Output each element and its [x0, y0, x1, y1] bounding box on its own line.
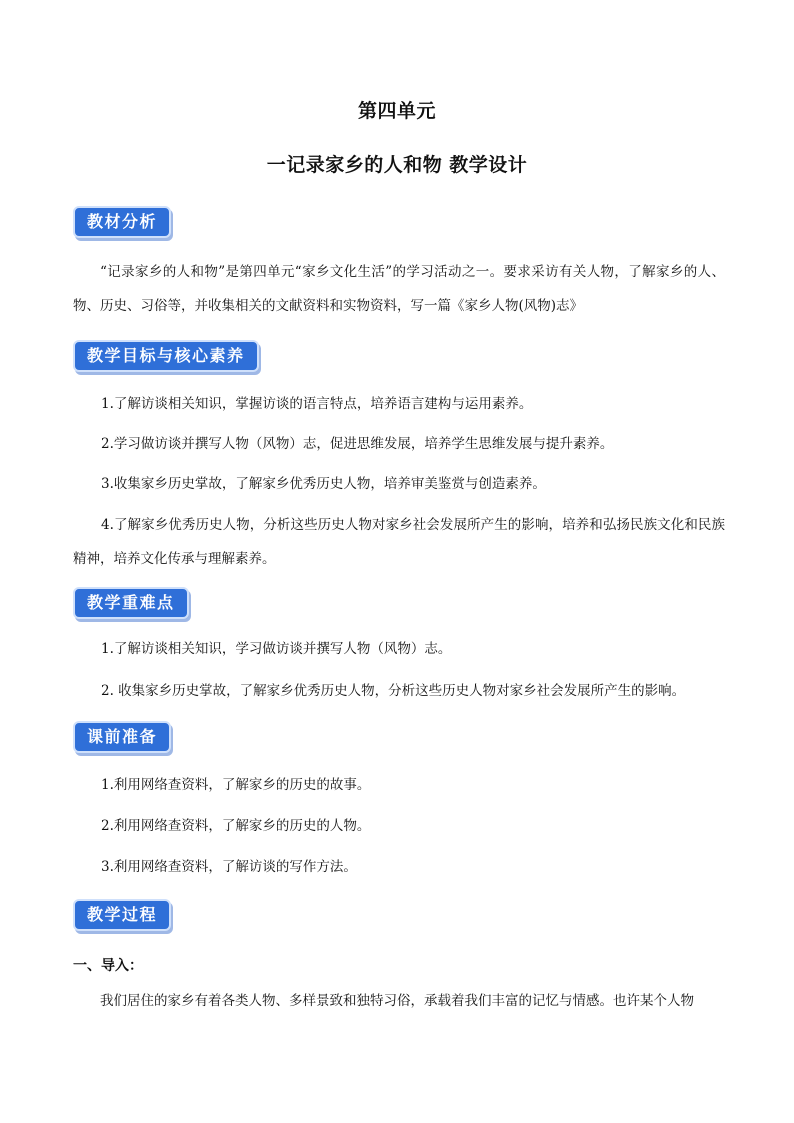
section-badge-process: 教学过程 — [73, 899, 171, 931]
section-badge-key-points: 教学重难点 — [73, 587, 189, 619]
preparation-item-1: 1.利用网络查资料，了解家乡的历史的故事。 — [101, 777, 371, 793]
goal-item-4: 4.了解家乡优秀历史人物，分析这些历史人物对家乡社会发展所产生的影响，培养和弘扬民族文化和民族精神，培养文化传承与理解素养。 — [73, 517, 725, 567]
section-badge-goals: 教学目标与核心素养 — [73, 340, 259, 372]
preparation-item-3: 3.利用网络查资料，了解访谈的写作方法。 — [101, 859, 357, 875]
process-step-title: 一、导入： — [73, 958, 143, 974]
goal-item-2: 2.学习做访谈并撰写人物（风物）志，促进思维发展，培养学生思维发展与提升素养。 — [101, 436, 614, 452]
goal-item-1: 1.了解访谈相关知识，掌握访谈的语言特点，培养语言建构与运用素养。 — [101, 396, 533, 412]
section-badge-analysis: 教材分析 — [73, 206, 171, 238]
unit-title: 第四单元 — [357, 100, 436, 122]
key-point-item-1: 1.了解访谈相关知识，学习做访谈并撰写人物（风物）志。 — [101, 641, 452, 657]
analysis-paragraph: “记录家乡的人和物”是第四单元“家乡文化生活”的学习活动之一。要求采访有关人物，了解家乡的人、物、历史、习俗等，并收集相关的文献资料和实物资料，写一篇《家乡人物(风物)志》 — [73, 264, 725, 314]
key-point-item-2: 2. 收集家乡历史掌故，了解家乡优秀历史人物，分析这些历史人物对家乡社会发展所产生的影响。 — [101, 683, 686, 699]
process-step-paragraph: 我们居住的家乡有着各类人物、多样景致和独特习俗，承载着我们丰富的记忆与情感。也许某个人物 — [100, 993, 694, 1009]
goal-item-3: 3.收集家乡历史掌故，了解家乡优秀历史人物，培养审美鉴赏与创造素养。 — [101, 476, 546, 492]
lesson-title: 一记录家乡的人和物 教学设计 — [266, 154, 528, 176]
preparation-item-2: 2.利用网络查资料，了解家乡的历史的人物。 — [101, 818, 371, 834]
section-badge-preparation: 课前准备 — [73, 721, 171, 753]
